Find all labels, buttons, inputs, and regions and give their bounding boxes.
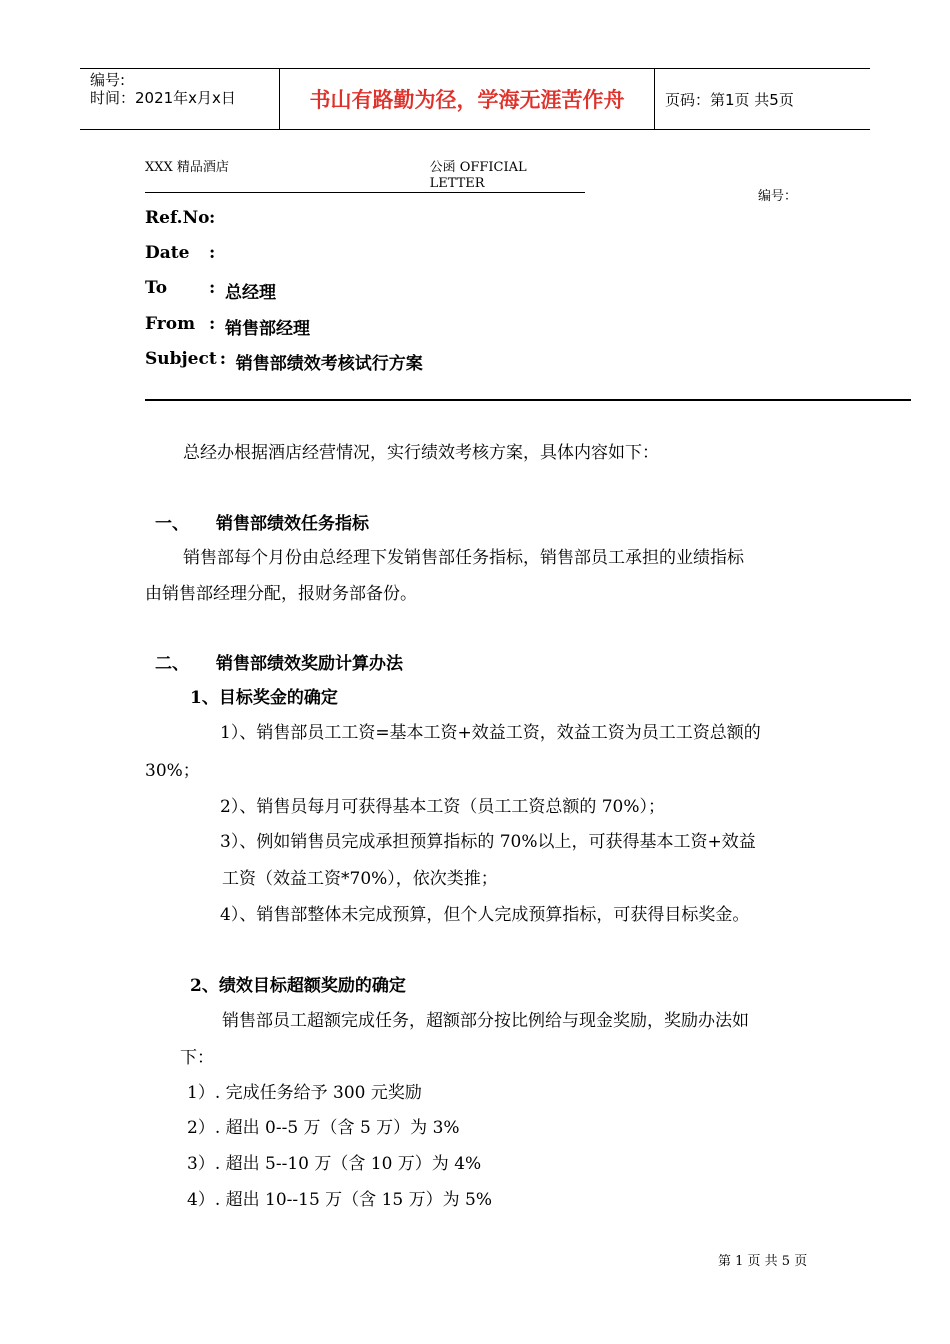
field-to: To : 总经理 (145, 278, 276, 303)
subsection-2-title: 2、绩效目标超额奖励的确定 (190, 976, 406, 996)
section-1-number: 一、 (155, 514, 189, 534)
subsection-1-title: 1、目标奖金的确定 (190, 688, 338, 708)
intro-paragraph: 总经办根据酒店经营情况，实行绩效考核方案，具体内容如下： (183, 443, 659, 463)
header-serial: 编号: (90, 71, 126, 89)
header-page-info: 页码：第1页 共5页 (665, 90, 794, 109)
divider-rule (145, 399, 911, 401)
field-subject-value: 销售部绩效考核试行方案 (235, 354, 423, 374)
section-1-title: 销售部绩效任务指标 (216, 514, 369, 534)
item-4: 4）、销售部整体未完成预算，但个人完成预算指标，可获得目标奖金。 (220, 905, 750, 925)
header-meta (80, 69, 280, 129)
reward-item-3: 3）. 超出 5--10 万（含 10 万）为 4% (187, 1154, 482, 1174)
reward-item-1: 1）. 完成任务给予 300 元奖励 (187, 1083, 422, 1103)
field-date: Date : (145, 243, 216, 263)
item-2: 2）、销售员每月可获得基本工资（员工工资总额的 70%）； (220, 797, 666, 817)
field-from-label: From (145, 314, 196, 334)
section-1-text-1: 销售部每个月份由总经理下发销售部任务指标，销售部员工承担的业绩指标 (183, 548, 744, 568)
item-1-line-2: 30%； (145, 761, 200, 781)
subsection-2-text-1: 销售部员工超额完成任务，超额部分按比例给与现金奖励，奖励办法如 (222, 1011, 749, 1031)
reward-item-2: 2）. 超出 0--5 万（含 5 万）为 3% (187, 1118, 460, 1138)
letter-serial: 编号： (758, 189, 798, 204)
subsection-2-text-2: 下： (180, 1048, 214, 1068)
field-from-value: 销售部经理 (225, 319, 310, 339)
page-header (80, 68, 870, 130)
item-1-line-1: 1）、销售部员工工资=基本工资+效益工资，效益工资为员工工资总额的 (220, 723, 761, 743)
item-3-line-2: 工资（效益工资*70%），依次类推； (222, 869, 498, 889)
field-ref-label: Ref.No (145, 208, 210, 228)
section-1-text-2: 由销售部经理分配，报财务部备份。 (145, 584, 417, 604)
item-3-line-1: 3）、例如销售员完成承担预算指标的 70%以上，可获得基本工资+效益 (220, 832, 756, 852)
section-2-title: 销售部绩效奖励计算办法 (216, 654, 403, 674)
field-to-label: To (145, 278, 168, 298)
header-motto: 书山有路勤为径，学海无涯苦作舟 (280, 69, 655, 129)
letterhead (145, 160, 585, 193)
field-date-label: Date (145, 243, 190, 263)
page-footer: 第 1 页 共 5 页 (718, 1254, 808, 1269)
field-subject: Subject : 销售部绩效考核试行方案 (145, 349, 423, 374)
hotel-name: XXX 精品酒店 (145, 160, 229, 175)
header-time: 时间：2021年x月x日 (90, 89, 236, 107)
section-2-number: 二、 (155, 654, 189, 674)
reward-item-4: 4）. 超出 10--15 万（含 15 万）为 5% (187, 1190, 492, 1210)
field-to-value: 总经理 (225, 283, 276, 303)
field-ref: Ref.No : (145, 208, 216, 228)
letter-title: 公函 OFFICIAL LETTER (429, 160, 527, 191)
field-from: From : 销售部经理 (145, 314, 310, 339)
field-subject-label: Subject (145, 349, 217, 369)
